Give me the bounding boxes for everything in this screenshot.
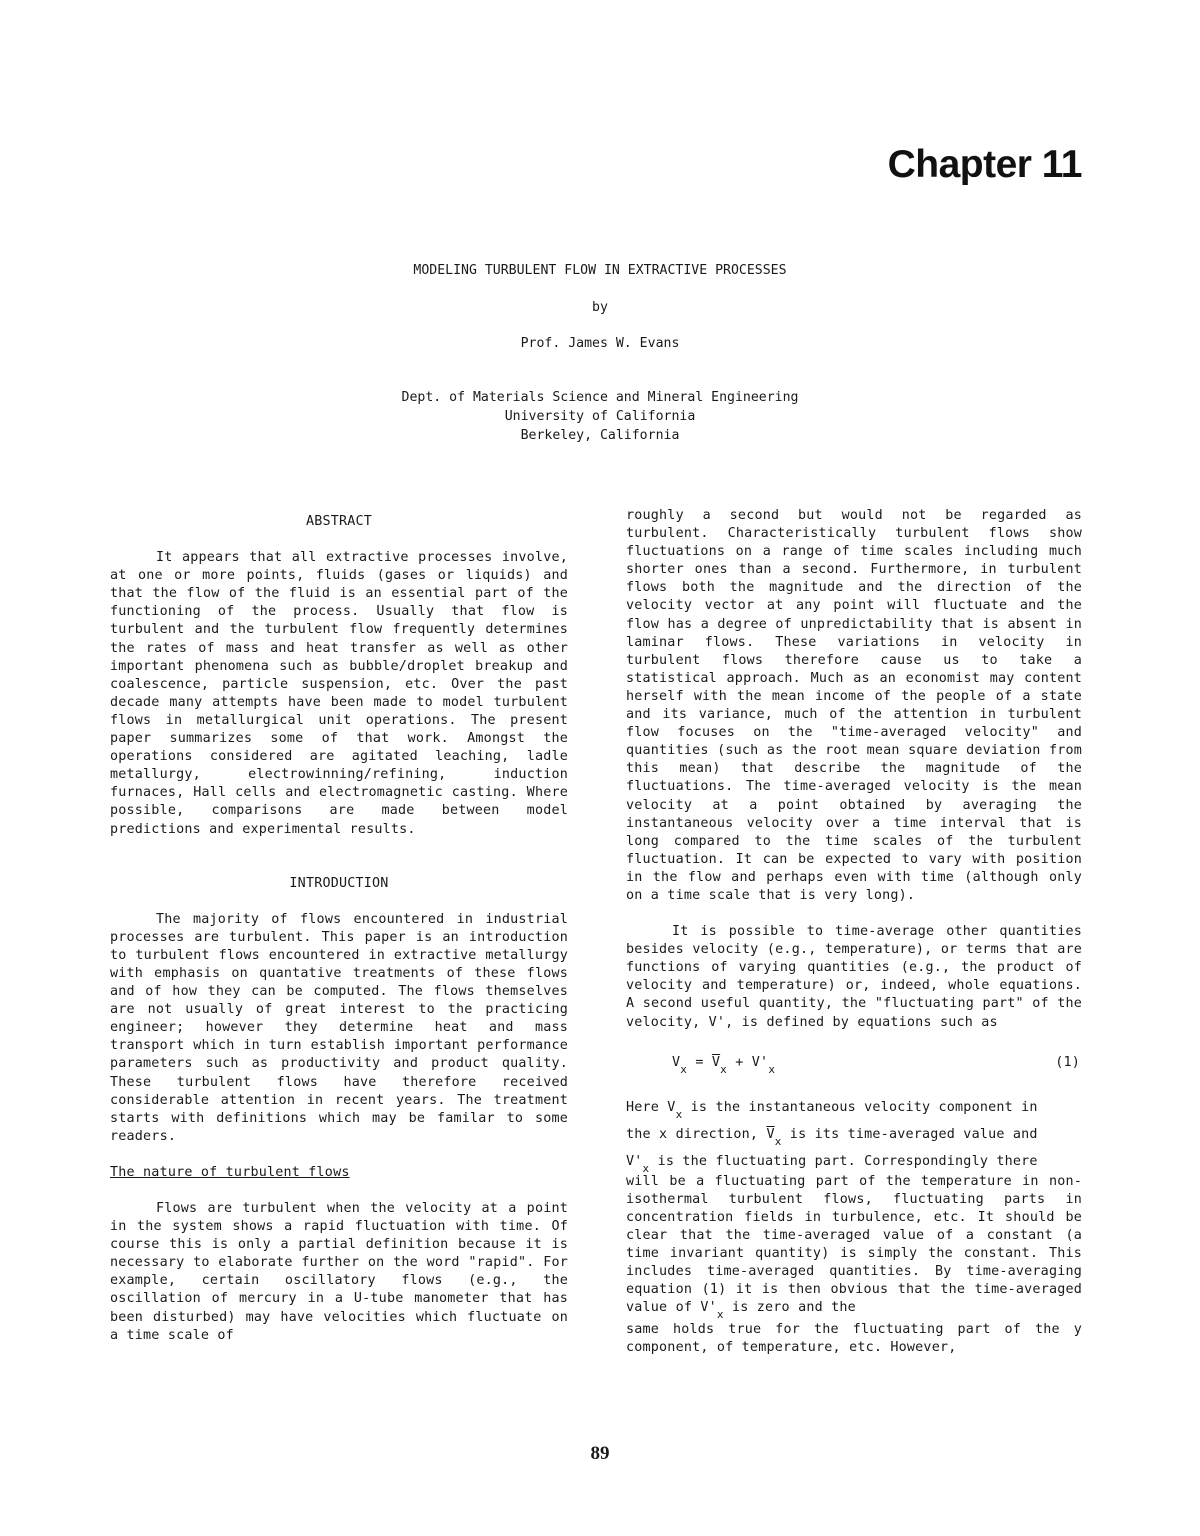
equation-number: (1) [1055,1054,1080,1070]
eq-plus: + [735,1054,744,1070]
subsection-heading: The nature of turbulent flows [110,1164,350,1180]
right-paragraph-3-cont [626,1173,1082,1322]
right-paragraph-1: roughly a second but would not be regarded as turbulent. Characteristically turbulent flows show fluctuations on a range of time scales including much shorter ones than a second. Furthermore, in turbulent flows both the magnitude and the direction of the velocity vector at any point will fluctuate and the flow has a degree of unpredictability that is absent in laminar flows. These variations in velocity in turbulent flows therefore cause us to take a statistical approach. Much as an economist may content herself with the mean income of the people of a state and its variance, much of the attention in turbulent flow focuses on the "time-averaged velocity" and quantities (such as the root mean square deviation from this mean) that describe the magnitude of the fluctuations. The time-averaged velocity is the mean velocity at a point obtained by averaging the instantaneous velocity over a time interval that is long compared to the time scales of the turbulent fluctuation. It can be expected to vary with position in the flow and perhaps even with time (although only on a time scale that is very long). [626,508,1082,903]
equation-1 [626,1054,1082,1074]
affiliation-university: University of California [504,409,696,424]
p3-sub-c: x [774,1134,782,1148]
p3-text-a: Here V [626,1099,676,1115]
p3-text-d: is its time-averaged value and [781,1126,1038,1142]
right-paragraph-2: It is possible to time-average other quantities besides velocity (e.g., temperature), or terms that are functions of varying quantities (e.g., the product of velocity and temperature) or, indeed, whole equations. A second useful quantity, the "fluctuating part" of the velocity, V', is defined by equations such as [626,924,1082,1030]
p3-vbar: $\overline{V}$ [766,1126,775,1142]
abstract-text: It appears that all extractive processes involve, at one or more points, fluids (gases or liquids) and that the flow of the fluid is an essential part of the functioning of the process. Usually that flow is turbulent and the turbulent flow frequently determines the rates of mass and heat transfer as well as other important phenomena such as bubble/droplet breakup and coalescence, particle suspension, etc. Over the past decade many attempts have been made to model turbulent flows in metallurgical unit operations. The present paper summarizes some of that work. Amongst the operations considered are agitated leaching, ladle metallurgy, electrowinning/refining, induction furnaces, Hall cells and electromagnetic casting. Where possible, comparisons are made between model predictions and experimental results. [110,550,568,837]
p3-text-g: will be a fluctuating part of the temperature in non-isothermal turbulent flows, fluctuating parts in concentration fields in turbulence, etc. It should be clear that the time-averaged value of a constant (a time invariant quantity) is simply the constant. This includes time-averaged quantities. By time-averaging equation (1) it is then obvious that the time-averaged value of [626,1173,1082,1316]
p3-vprime: V' [626,1153,643,1169]
eq-vbar: $\overline{V}$ [711,1054,721,1070]
eq-vprime: V' [751,1054,769,1070]
eq-sub-x-2: x [720,1062,727,1076]
eq-sub-x: x [680,1062,688,1076]
eq-v: V [672,1054,681,1070]
nature-text: Flows are turbulent when the velocity at a point in the system shows a rapid fluctuation with time. Of course this is only a partial definition because it is necessary to elaborate further on the word "rapid". For example, certain oscillatory flows (e.g., the oscillation of mercury in a U-tube manometer that has been disturbed) may have velocities which fluctuate on a time scale of [110,1201,568,1343]
eq-sub-x-3: x [768,1062,776,1076]
eq-equals: = [695,1054,704,1070]
p3-sub-g: x [716,1308,724,1322]
p3-text-h: is zero and the [723,1300,856,1316]
p3-text-f: is the fluctuating part. Correspondingly there [649,1153,1038,1169]
p3-sub-a: x [675,1107,683,1121]
abstract-heading: ABSTRACT [305,514,373,529]
author: Prof. James W. Evans [520,336,680,351]
p3-sub-e: x [642,1161,650,1175]
paper-title: MODELING TURBULENT FLOW IN EXTRACTIVE PROCESSES [413,263,787,278]
right-column [626,507,1082,1358]
left-column [110,513,568,1345]
page-number: 89 [590,1443,610,1464]
by-line: by [592,300,608,315]
affiliation-dept: Dept. of Materials Science and Mineral Engineering [401,390,799,405]
p3-text-b: is the instantaneous velocity component in [682,1099,1038,1115]
right-paragraph-3 [626,1094,1082,1175]
affiliation-city: Berkeley, California [520,428,680,443]
p3-vprime-2: V' [700,1300,717,1316]
chapter-heading: Chapter 11 [887,143,1082,186]
introduction-text: The majority of flows encountered in industrial processes are turbulent. This paper is an introduction to turbulent flows encountered in extractive metallurgy with emphasis on quantative treatments of these flows and of how they can be computed. The flows themselves are not usually of great interest to the practicing engineer; however they determine heat and mass transport which in turn establish important performance parameters such as productivity and product quality. These turbulent flows have therefore received considerable attention in recent years. The treatment starts with definitions which may be familar to some readers. [110,911,568,1144]
right-paragraph-3-end: same holds true for the fluctuating part of the y component, of temperature, etc. However, [626,1322,1082,1356]
introduction-heading: INTRODUCTION [289,875,389,891]
p3-text-c: the x direction, [626,1126,767,1142]
